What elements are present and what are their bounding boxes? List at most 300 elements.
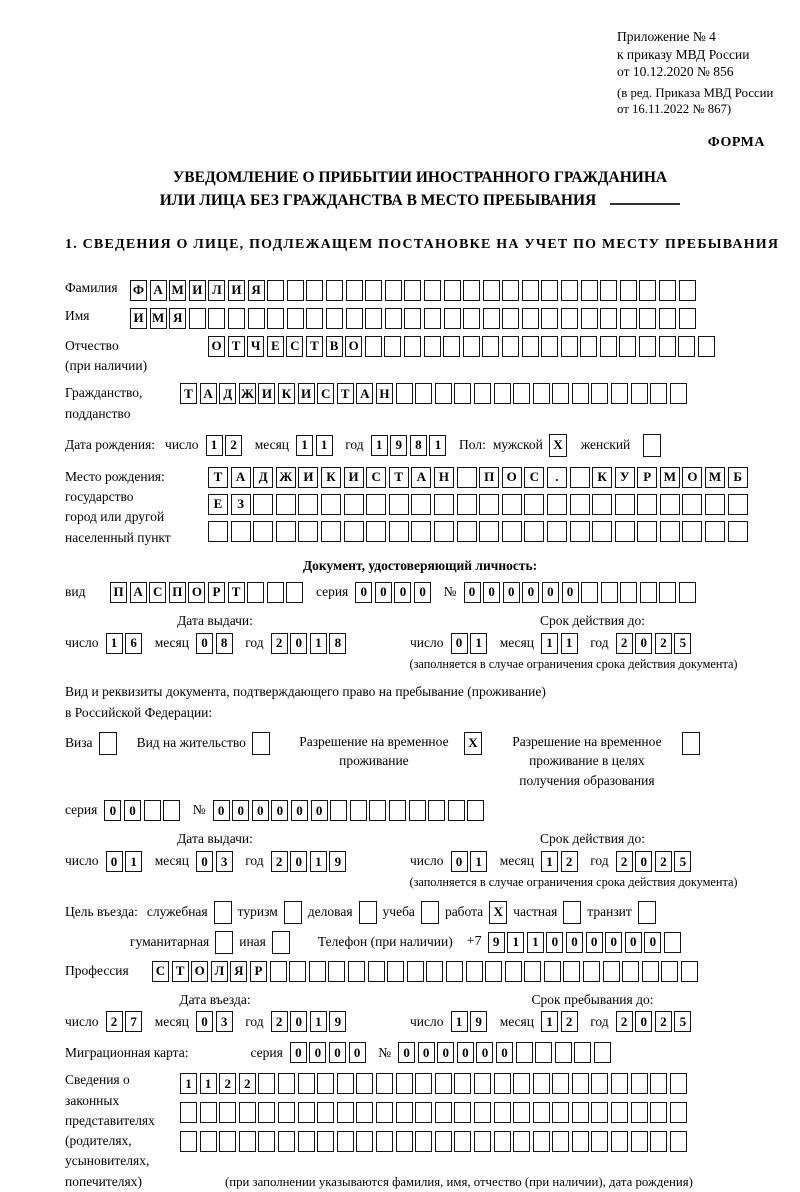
- char-cell[interactable]: 0: [290, 1042, 307, 1063]
- char-cell[interactable]: [611, 1073, 628, 1094]
- char-cell[interactable]: 2: [561, 851, 578, 872]
- char-cell[interactable]: [276, 494, 296, 515]
- char-cell[interactable]: [637, 494, 657, 515]
- char-cell[interactable]: С: [317, 383, 334, 404]
- char-cell[interactable]: [337, 1131, 354, 1152]
- char-cell[interactable]: 5: [674, 1011, 691, 1032]
- char-cell[interactable]: [466, 961, 483, 982]
- char-cell[interactable]: [270, 961, 287, 982]
- char-cell[interactable]: [611, 1102, 628, 1123]
- char-cell[interactable]: [522, 336, 539, 357]
- char-cell[interactable]: Д: [253, 467, 273, 488]
- char-cell[interactable]: [309, 961, 326, 982]
- char-cell[interactable]: Т: [337, 383, 354, 404]
- char-cell[interactable]: Р: [637, 467, 657, 488]
- char-cell[interactable]: [502, 308, 519, 329]
- char-cell[interactable]: [389, 521, 409, 542]
- char-cell[interactable]: 0: [414, 582, 431, 603]
- char-cell[interactable]: С: [152, 961, 169, 982]
- char-cell[interactable]: [502, 494, 522, 515]
- char-cell[interactable]: [505, 961, 522, 982]
- char-cell[interactable]: [454, 1131, 471, 1152]
- char-cell[interactable]: [642, 961, 659, 982]
- char-cell[interactable]: 0: [457, 1042, 474, 1063]
- char-cell[interactable]: [631, 1102, 648, 1123]
- char-cell[interactable]: [317, 1073, 334, 1094]
- char-cell[interactable]: 0: [196, 633, 213, 654]
- char-cell[interactable]: [479, 521, 499, 542]
- char-cell[interactable]: 0: [271, 800, 288, 821]
- char-cell[interactable]: [580, 336, 597, 357]
- char-cell[interactable]: [581, 308, 598, 329]
- char-cell[interactable]: [552, 383, 569, 404]
- char-cell[interactable]: [533, 383, 550, 404]
- purpose-business-checkbox[interactable]: [359, 901, 377, 924]
- char-cell[interactable]: [698, 336, 715, 357]
- char-cell[interactable]: [474, 1102, 491, 1123]
- char-cell[interactable]: [180, 1102, 197, 1123]
- char-cell[interactable]: О: [345, 336, 362, 357]
- char-cell[interactable]: 2: [655, 851, 672, 872]
- char-cell[interactable]: Я: [169, 308, 186, 329]
- char-cell[interactable]: [317, 1102, 334, 1123]
- char-cell[interactable]: [326, 280, 343, 301]
- char-cell[interactable]: О: [682, 467, 702, 488]
- char-cell[interactable]: [679, 280, 696, 301]
- char-cell[interactable]: [533, 1131, 550, 1152]
- char-cell[interactable]: [483, 308, 500, 329]
- char-cell[interactable]: 8: [329, 633, 346, 654]
- purpose-transit-checkbox[interactable]: [638, 901, 656, 924]
- char-cell[interactable]: М: [705, 467, 725, 488]
- char-cell[interactable]: 8: [216, 633, 233, 654]
- char-cell[interactable]: 2: [271, 633, 288, 654]
- char-cell[interactable]: [369, 800, 386, 821]
- char-cell[interactable]: [552, 1131, 569, 1152]
- char-cell[interactable]: [591, 383, 608, 404]
- char-cell[interactable]: 5: [674, 633, 691, 654]
- char-cell[interactable]: [552, 1102, 569, 1123]
- char-cell[interactable]: [278, 1073, 295, 1094]
- char-cell[interactable]: Р: [250, 961, 267, 982]
- char-cell[interactable]: 2: [655, 1011, 672, 1032]
- char-cell[interactable]: Я: [248, 280, 265, 301]
- char-cell[interactable]: [572, 1073, 589, 1094]
- char-cell[interactable]: А: [130, 582, 147, 603]
- char-cell[interactable]: [258, 1073, 275, 1094]
- char-cell[interactable]: [239, 1102, 256, 1123]
- char-cell[interactable]: [228, 308, 245, 329]
- char-cell[interactable]: [258, 1102, 275, 1123]
- char-cell[interactable]: 1: [541, 1011, 558, 1032]
- option-residence-permit-checkbox[interactable]: [252, 732, 270, 755]
- char-cell[interactable]: Т: [208, 467, 228, 488]
- char-cell[interactable]: [572, 1131, 589, 1152]
- char-cell[interactable]: 0: [566, 932, 583, 953]
- char-cell[interactable]: 2: [219, 1073, 236, 1094]
- char-cell[interactable]: [592, 494, 612, 515]
- option-temp-residence-checkbox[interactable]: X: [464, 732, 482, 755]
- char-cell[interactable]: [267, 582, 284, 603]
- char-cell[interactable]: [387, 961, 404, 982]
- char-cell[interactable]: [650, 1073, 667, 1094]
- char-cell[interactable]: 1: [371, 435, 388, 456]
- char-cell[interactable]: [541, 336, 558, 357]
- char-cell[interactable]: 0: [451, 851, 468, 872]
- char-cell[interactable]: [572, 1102, 589, 1123]
- char-cell[interactable]: Я: [230, 961, 247, 982]
- char-cell[interactable]: [404, 308, 421, 329]
- char-cell[interactable]: [631, 1131, 648, 1152]
- char-cell[interactable]: [457, 494, 477, 515]
- char-cell[interactable]: [494, 1131, 511, 1152]
- char-cell[interactable]: [411, 521, 431, 542]
- char-cell[interactable]: 7: [125, 1011, 142, 1032]
- char-cell[interactable]: 2: [271, 851, 288, 872]
- char-cell[interactable]: Ж: [276, 467, 296, 488]
- char-cell[interactable]: Т: [228, 336, 245, 357]
- char-cell[interactable]: Р: [208, 582, 225, 603]
- char-cell[interactable]: У: [615, 467, 635, 488]
- char-cell[interactable]: [306, 280, 323, 301]
- char-cell[interactable]: [522, 308, 539, 329]
- char-cell[interactable]: 0: [605, 932, 622, 953]
- char-cell[interactable]: [454, 1073, 471, 1094]
- char-cell[interactable]: [681, 961, 698, 982]
- char-cell[interactable]: [396, 1131, 413, 1152]
- char-cell[interactable]: Д: [219, 383, 236, 404]
- char-cell[interactable]: [144, 800, 161, 821]
- char-cell[interactable]: 0: [496, 1042, 513, 1063]
- char-cell[interactable]: [678, 336, 695, 357]
- char-cell[interactable]: [631, 1073, 648, 1094]
- char-cell[interactable]: 0: [309, 1042, 326, 1063]
- char-cell[interactable]: Е: [267, 336, 284, 357]
- char-cell[interactable]: 0: [635, 851, 652, 872]
- char-cell[interactable]: [594, 1042, 611, 1063]
- char-cell[interactable]: 1: [296, 435, 313, 456]
- char-cell[interactable]: 0: [476, 1042, 493, 1063]
- char-cell[interactable]: [328, 961, 345, 982]
- char-cell[interactable]: Н: [434, 467, 454, 488]
- char-cell[interactable]: [276, 521, 296, 542]
- char-cell[interactable]: [434, 494, 454, 515]
- char-cell[interactable]: [278, 1102, 295, 1123]
- char-cell[interactable]: [682, 521, 702, 542]
- char-cell[interactable]: О: [208, 336, 225, 357]
- char-cell[interactable]: [200, 1131, 217, 1152]
- char-cell[interactable]: [348, 961, 365, 982]
- char-cell[interactable]: [572, 383, 589, 404]
- char-cell[interactable]: [485, 961, 502, 982]
- char-cell[interactable]: [483, 280, 500, 301]
- char-cell[interactable]: И: [344, 467, 364, 488]
- char-cell[interactable]: [366, 521, 386, 542]
- char-cell[interactable]: [670, 1073, 687, 1094]
- char-cell[interactable]: [219, 1131, 236, 1152]
- char-cell[interactable]: 0: [104, 800, 121, 821]
- char-cell[interactable]: [620, 582, 637, 603]
- char-cell[interactable]: [457, 467, 477, 488]
- char-cell[interactable]: [516, 1042, 533, 1063]
- char-cell[interactable]: [239, 1131, 256, 1152]
- char-cell[interactable]: [620, 280, 637, 301]
- char-cell[interactable]: [615, 494, 635, 515]
- char-cell[interactable]: [494, 1073, 511, 1094]
- char-cell[interactable]: 2: [616, 1011, 633, 1032]
- char-cell[interactable]: [200, 1102, 217, 1123]
- char-cell[interactable]: [396, 383, 413, 404]
- char-cell[interactable]: [287, 280, 304, 301]
- char-cell[interactable]: С: [286, 336, 303, 357]
- char-cell[interactable]: [728, 521, 748, 542]
- char-cell[interactable]: [396, 1102, 413, 1123]
- char-cell[interactable]: [208, 308, 225, 329]
- char-cell[interactable]: И: [228, 280, 245, 301]
- char-cell[interactable]: [444, 280, 461, 301]
- char-cell[interactable]: [622, 961, 639, 982]
- char-cell[interactable]: [424, 336, 441, 357]
- char-cell[interactable]: 1: [507, 932, 524, 953]
- char-cell[interactable]: В: [326, 336, 343, 357]
- char-cell[interactable]: [366, 494, 386, 515]
- char-cell[interactable]: .: [547, 467, 567, 488]
- char-cell[interactable]: [443, 336, 460, 357]
- char-cell[interactable]: М: [660, 467, 680, 488]
- char-cell[interactable]: О: [188, 582, 205, 603]
- char-cell[interactable]: [404, 280, 421, 301]
- char-cell[interactable]: [561, 280, 578, 301]
- char-cell[interactable]: [208, 521, 228, 542]
- char-cell[interactable]: 0: [464, 582, 481, 603]
- char-cell[interactable]: З: [231, 494, 251, 515]
- char-cell[interactable]: М: [169, 280, 186, 301]
- char-cell[interactable]: [682, 494, 702, 515]
- char-cell[interactable]: [494, 1102, 511, 1123]
- char-cell[interactable]: С: [149, 582, 166, 603]
- char-cell[interactable]: 9: [390, 435, 407, 456]
- char-cell[interactable]: 9: [329, 851, 346, 872]
- char-cell[interactable]: И: [298, 467, 318, 488]
- char-cell[interactable]: [705, 494, 725, 515]
- char-cell[interactable]: [180, 1131, 197, 1152]
- char-cell[interactable]: 0: [546, 932, 563, 953]
- char-cell[interactable]: [435, 1131, 452, 1152]
- char-cell[interactable]: С: [366, 467, 386, 488]
- char-cell[interactable]: 1: [541, 851, 558, 872]
- char-cell[interactable]: [547, 521, 567, 542]
- char-cell[interactable]: [286, 582, 303, 603]
- char-cell[interactable]: 0: [290, 851, 307, 872]
- char-cell[interactable]: [570, 467, 590, 488]
- char-cell[interactable]: [615, 521, 635, 542]
- char-cell[interactable]: К: [278, 383, 295, 404]
- char-cell[interactable]: [522, 280, 539, 301]
- sex-female-checkbox[interactable]: [643, 434, 661, 457]
- char-cell[interactable]: [346, 280, 363, 301]
- char-cell[interactable]: [524, 494, 544, 515]
- purpose-private-checkbox[interactable]: [563, 901, 581, 924]
- char-cell[interactable]: [561, 308, 578, 329]
- char-cell[interactable]: [637, 521, 657, 542]
- char-cell[interactable]: [611, 383, 628, 404]
- char-cell[interactable]: А: [231, 467, 251, 488]
- char-cell[interactable]: [426, 961, 443, 982]
- char-cell[interactable]: [659, 280, 676, 301]
- sex-male-checkbox[interactable]: X: [549, 434, 567, 457]
- char-cell[interactable]: [659, 582, 676, 603]
- char-cell[interactable]: [639, 280, 656, 301]
- char-cell[interactable]: [640, 582, 657, 603]
- char-cell[interactable]: К: [592, 467, 612, 488]
- char-cell[interactable]: [287, 308, 304, 329]
- char-cell[interactable]: [533, 1102, 550, 1123]
- char-cell[interactable]: И: [298, 383, 315, 404]
- char-cell[interactable]: [631, 383, 648, 404]
- purpose-work-checkbox[interactable]: X: [489, 901, 507, 924]
- char-cell[interactable]: 0: [213, 800, 230, 821]
- char-cell[interactable]: [659, 308, 676, 329]
- char-cell[interactable]: [356, 1073, 373, 1094]
- char-cell[interactable]: 3: [216, 851, 233, 872]
- char-cell[interactable]: [541, 308, 558, 329]
- char-cell[interactable]: [661, 961, 678, 982]
- char-cell[interactable]: [533, 1073, 550, 1094]
- char-cell[interactable]: [513, 1131, 530, 1152]
- char-cell[interactable]: [639, 308, 656, 329]
- char-cell[interactable]: 1: [429, 435, 446, 456]
- char-cell[interactable]: Ж: [239, 383, 256, 404]
- char-cell[interactable]: И: [130, 308, 147, 329]
- char-cell[interactable]: [563, 961, 580, 982]
- char-cell[interactable]: [728, 494, 748, 515]
- char-cell[interactable]: [639, 336, 656, 357]
- char-cell[interactable]: [365, 280, 382, 301]
- char-cell[interactable]: [317, 1131, 334, 1152]
- char-cell[interactable]: [570, 494, 590, 515]
- char-cell[interactable]: [552, 1073, 569, 1094]
- char-cell[interactable]: П: [169, 582, 186, 603]
- char-cell[interactable]: [574, 1042, 591, 1063]
- char-cell[interactable]: [670, 1102, 687, 1123]
- char-cell[interactable]: 0: [196, 1011, 213, 1032]
- purpose-tourism-checkbox[interactable]: [284, 901, 302, 924]
- char-cell[interactable]: [346, 308, 363, 329]
- char-cell[interactable]: [561, 336, 578, 357]
- char-cell[interactable]: [267, 280, 284, 301]
- char-cell[interactable]: [583, 961, 600, 982]
- char-cell[interactable]: [376, 1102, 393, 1123]
- char-cell[interactable]: [463, 336, 480, 357]
- char-cell[interactable]: К: [321, 467, 341, 488]
- char-cell[interactable]: 0: [349, 1042, 366, 1063]
- char-cell[interactable]: 1: [200, 1073, 217, 1094]
- char-cell[interactable]: [664, 932, 681, 953]
- char-cell[interactable]: [384, 336, 401, 357]
- char-cell[interactable]: [600, 308, 617, 329]
- char-cell[interactable]: [448, 800, 465, 821]
- char-cell[interactable]: Ф: [130, 280, 147, 301]
- char-cell[interactable]: [337, 1102, 354, 1123]
- char-cell[interactable]: [415, 383, 432, 404]
- char-cell[interactable]: [457, 521, 477, 542]
- char-cell[interactable]: Т: [180, 383, 197, 404]
- char-cell[interactable]: [620, 308, 637, 329]
- char-cell[interactable]: [326, 308, 343, 329]
- char-cell[interactable]: 0: [398, 1042, 415, 1063]
- char-cell[interactable]: 0: [252, 800, 269, 821]
- char-cell[interactable]: [231, 521, 251, 542]
- char-cell[interactable]: [376, 1131, 393, 1152]
- char-cell[interactable]: [513, 1073, 530, 1094]
- char-cell[interactable]: 0: [329, 1042, 346, 1063]
- char-cell[interactable]: 2: [616, 633, 633, 654]
- char-cell[interactable]: [454, 383, 471, 404]
- char-cell[interactable]: [424, 308, 441, 329]
- char-cell[interactable]: [581, 280, 598, 301]
- char-cell[interactable]: 2: [616, 851, 633, 872]
- char-cell[interactable]: 1: [316, 435, 333, 456]
- char-cell[interactable]: 2: [561, 1011, 578, 1032]
- char-cell[interactable]: [298, 1073, 315, 1094]
- char-cell[interactable]: [463, 280, 480, 301]
- char-cell[interactable]: 0: [625, 932, 642, 953]
- char-cell[interactable]: [289, 961, 306, 982]
- char-cell[interactable]: [705, 521, 725, 542]
- char-cell[interactable]: [389, 800, 406, 821]
- char-cell[interactable]: П: [110, 582, 127, 603]
- char-cell[interactable]: [535, 1042, 552, 1063]
- char-cell[interactable]: [570, 521, 590, 542]
- option-visa-checkbox[interactable]: [99, 732, 117, 755]
- char-cell[interactable]: Т: [228, 582, 245, 603]
- char-cell[interactable]: [163, 800, 180, 821]
- char-cell[interactable]: [444, 308, 461, 329]
- char-cell[interactable]: 0: [418, 1042, 435, 1063]
- option-temp-residence-education-checkbox[interactable]: [682, 732, 700, 755]
- char-cell[interactable]: [581, 582, 598, 603]
- char-cell[interactable]: Н: [376, 383, 393, 404]
- char-cell[interactable]: [679, 582, 696, 603]
- char-cell[interactable]: 0: [290, 1011, 307, 1032]
- char-cell[interactable]: 0: [355, 582, 372, 603]
- char-cell[interactable]: [524, 961, 541, 982]
- char-cell[interactable]: П: [479, 467, 499, 488]
- char-cell[interactable]: [298, 1131, 315, 1152]
- char-cell[interactable]: 0: [586, 932, 603, 953]
- char-cell[interactable]: [611, 1131, 628, 1152]
- char-cell[interactable]: [350, 800, 367, 821]
- char-cell[interactable]: [365, 336, 382, 357]
- char-cell[interactable]: [660, 521, 680, 542]
- char-cell[interactable]: 0: [232, 800, 249, 821]
- char-cell[interactable]: Л: [211, 961, 228, 982]
- char-cell[interactable]: [298, 494, 318, 515]
- char-cell[interactable]: [513, 383, 530, 404]
- char-cell[interactable]: [555, 1042, 572, 1063]
- char-cell[interactable]: 1: [206, 435, 223, 456]
- char-cell[interactable]: [330, 800, 347, 821]
- char-cell[interactable]: Ч: [247, 336, 264, 357]
- char-cell[interactable]: [356, 1131, 373, 1152]
- char-cell[interactable]: [415, 1102, 432, 1123]
- char-cell[interactable]: 1: [561, 633, 578, 654]
- purpose-other-checkbox[interactable]: [272, 931, 290, 954]
- char-cell[interactable]: [258, 1131, 275, 1152]
- char-cell[interactable]: И: [258, 383, 275, 404]
- char-cell[interactable]: [670, 383, 687, 404]
- char-cell[interactable]: 2: [239, 1073, 256, 1094]
